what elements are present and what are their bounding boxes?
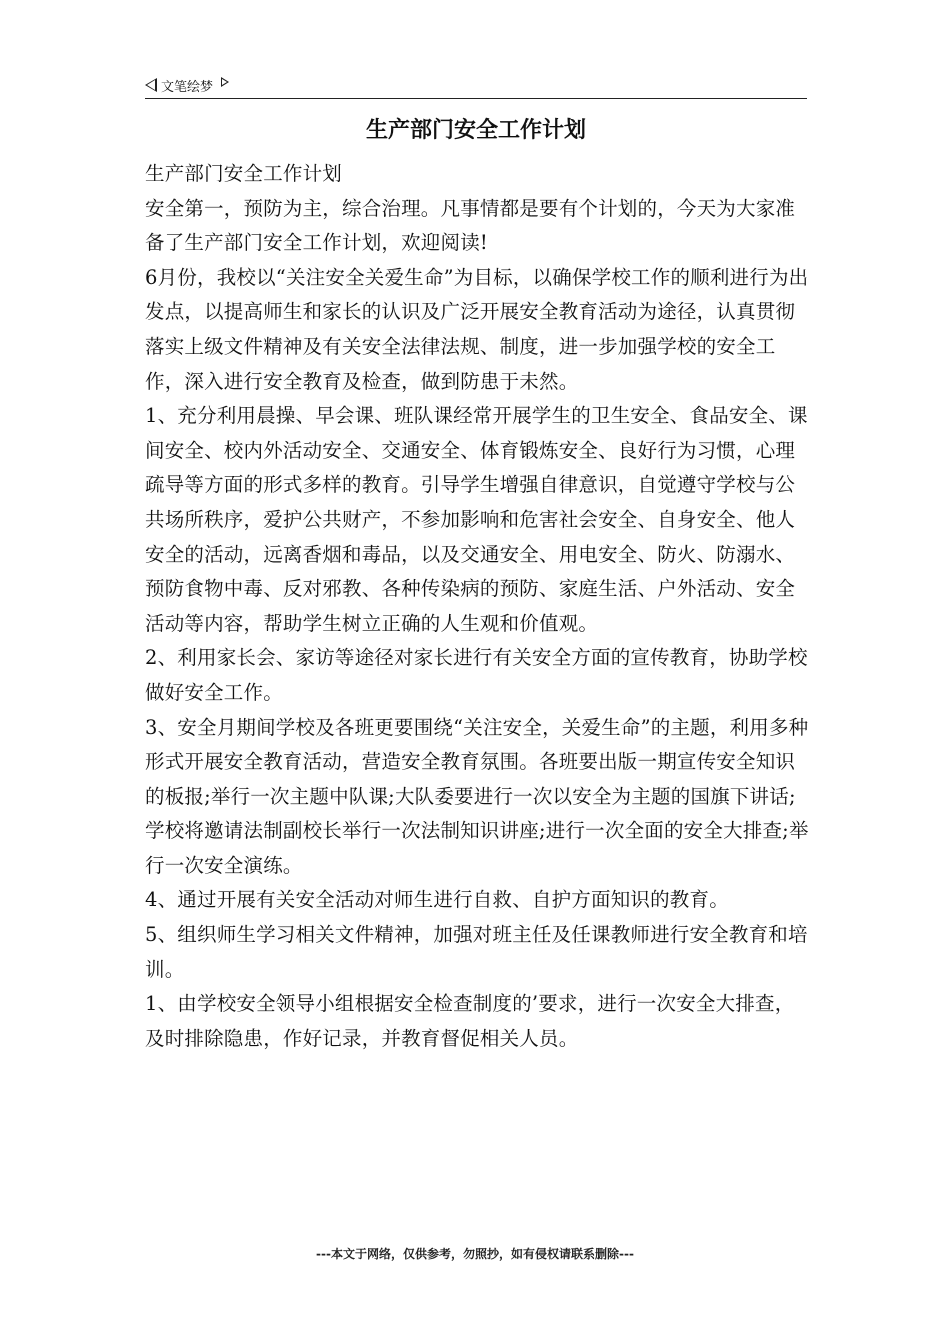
page-header [145, 72, 807, 99]
paragraph: 3、安全月期间学校及各班更要围绕“关注安全，关爱生命”的主题，利用多种形式开展安全教育活动，营造安全教育氛围。各班要出版一期宣传安全知识的板报;举行一次主题中队课;大队委要进行一次以安全为主题的国旗下讲话;学校将邀请法制副校长举行一次法制知识讲座;进行一次全面的安全大排查;举行一次安全演练。 [145, 715, 809, 877]
page-footer: ---本文于网络，仅供参考，勿照抄，如有侵权请联系删除--- [316, 1247, 634, 1261]
document-body [145, 157, 813, 1056]
paragraph: 5、组织师生学习相关文件精神，加强对班主任及任课教师进行安全教育和培训。 [145, 923, 808, 981]
paragraph: 4、通过开展有关安全活动对师生进行自救、自护方面知识的教育。 [145, 888, 729, 912]
paragraph: 6月份，我校以“关注安全关爱生命”为目标，以确保学校工作的顺利进行为出发点，以提高师生和家长的认识及广泛开展安全教育活动为途径，认真贯彻落实上级文件精神及有关安全法律法规、制度，进一步加强学校的安全工作，深入进行安全教育及检查，做到防患于未然。 [145, 265, 809, 393]
paragraph: 生产部门安全工作计划 [145, 162, 343, 185]
paragraph: 安全第一，预防为主，综合治理。凡事情都是要有个计划的，今天为大家准备了生产部门安全工作计划，欢迎阅读! [145, 196, 796, 255]
paragraph: 1、由学校安全领导小组根据安全检查制度的’要求，进行一次安全大排查，及时排除隐患，作好记录，并教育督促相关人员。 [145, 992, 795, 1050]
triangle-left-icon [145, 78, 157, 92]
paragraph: 1、充分利用晨操、早会课、班队课经常开展学生的卫生安全、食品安全、课间安全、校内外活动安全、交通安全、体育锻炼安全、良好行为习惯，心理疏导等方面的形式多样的教育。引导学生增强自律意识，自觉遵守学校与公共场所秩序，爱护公共财产，不参加影响和危害社会安全、自身安全、他人安全的活动，远离香烟和毒品，以及交通安全、用电安全、防火、防溺水、预防食物中毒、反对邪教、各种传染病的预防、家庭生活、户外活动、安全活动等内容，帮助学生树立正确的人生观和价值观。 [145, 404, 808, 635]
paragraph: 2、利用家长会、家访等途径对家长进行有关安全方面的宣传教育，协助学校做好安全工作。 [145, 646, 808, 704]
header-brand: 文笔绘梦 [161, 79, 214, 95]
document-title: 生产部门安全工作计划 [365, 118, 586, 143]
triangle-right-icon [221, 77, 229, 87]
